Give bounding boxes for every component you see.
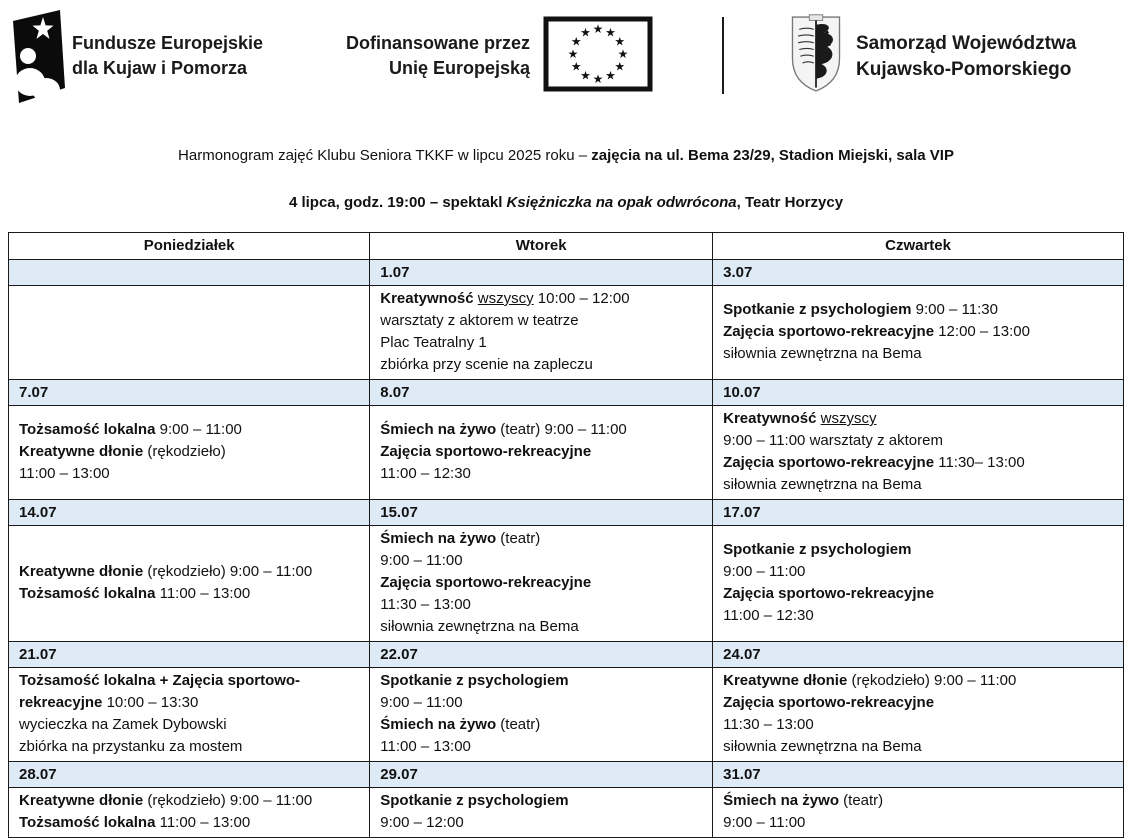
date-cell: 15.07 [370, 500, 713, 526]
schedule-line: 11:00 – 13:00 [19, 465, 110, 482]
schedule-line: 11:30 – 13:00 [723, 716, 814, 733]
schedule-line: Spotkanie z psychologiem 9:00 – 11:30 [723, 301, 998, 318]
schedule-cell [9, 788, 370, 838]
schedule-cell [9, 668, 370, 762]
schedule-line: Kreatywne dłonie (rękodzieło) 9:00 – 11:00 [723, 672, 1017, 689]
schedule-line: 11:30 – 13:00 [380, 596, 471, 613]
schedule-line: 11:00 – 12:30 [380, 465, 471, 482]
schedule-line: Kreatywne dłonie (rękodzieło) 9:00 – 11:00 [19, 563, 313, 580]
schedule-line: siłownia zewnętrzna na Bema [723, 476, 922, 493]
schedule-line: Śmiech na żywo (teatr) [380, 716, 541, 733]
date-cell: 7.07 [9, 380, 370, 406]
svg-text:★: ★ [592, 72, 604, 86]
schedule-cell [9, 526, 370, 642]
schedule-line: Kreatywność wszyscy 10:00 – 12:00 [380, 290, 630, 307]
subtitle-play-title: Księżniczka na opak odwrócona [506, 194, 737, 211]
schedule-line: siłownia zewnętrzna na Bema [723, 345, 922, 362]
schedule-line: siłownia zewnętrzna na Bema [380, 618, 579, 635]
svg-text:★: ★ [567, 47, 579, 61]
date-row [9, 260, 1124, 286]
voivodeship-logo-text [856, 31, 1076, 83]
subtitle-suffix: , Teatr Horzycy [736, 194, 844, 211]
eu-funds-line1: Fundusze Europejskie [72, 33, 264, 53]
schedule-line: Tożsamość lokalna 9:00 – 11:00 [19, 421, 242, 438]
eu-funding-line1: Dofinansowane przez [345, 33, 530, 53]
coat-of-arms-icon [788, 13, 844, 95]
date-cell: 29.07 [370, 762, 713, 788]
day-header-cell-1: Wtorek [370, 233, 713, 260]
schedule-line: Zajęcia sportowo-rekreacyjne 11:30– 13:00 [723, 454, 1025, 471]
date-cell: 21.07 [9, 642, 370, 668]
subtitle-prefix: 4 lipca, godz. 19:00 – spektakl [288, 194, 507, 211]
svg-text:★: ★ [614, 34, 626, 49]
schedule-line: 9:00 – 11:00 [723, 563, 806, 580]
date-cell: 17.07 [713, 500, 1124, 526]
schedule-line: Kreatywność wszyscy [723, 410, 877, 427]
schedule-line: Spotkanie z psychologiem [380, 672, 569, 689]
schedule-row [9, 286, 1124, 380]
date-cell: 8.07 [370, 380, 713, 406]
schedule-table-body [9, 260, 1124, 838]
svg-text:★: ★ [614, 59, 626, 74]
schedule-cell [370, 406, 713, 500]
eu-funds-logo-text [72, 31, 263, 81]
schedule-cell [713, 526, 1124, 642]
schedule-line: Śmiech na żywo (teatr) 9:00 – 11:00 [380, 421, 627, 438]
eu-funding-caption [292, 31, 530, 81]
schedule-line: Śmiech na żywo (teatr) [380, 530, 541, 547]
schedule-row [9, 788, 1124, 838]
schedule-cell [370, 526, 713, 642]
schedule-line: 9:00 – 11:00 [380, 552, 463, 569]
svg-text:★: ★ [570, 59, 582, 74]
schedule-line: 11:00 – 12:30 [723, 607, 814, 624]
schedule-cell [713, 406, 1124, 500]
svg-text:★: ★ [605, 25, 616, 40]
date-row [9, 762, 1124, 788]
svg-text:★: ★ [592, 22, 604, 36]
schedule-cell [370, 286, 713, 380]
svg-text:★: ★ [580, 25, 591, 40]
schedule-line: 9:00 – 11:00 [380, 694, 463, 711]
schedule-row [9, 526, 1124, 642]
schedule-line: zbiórka przy scenie na zapleczu [380, 356, 593, 373]
schedule-cell [370, 788, 713, 838]
date-cell: 14.07 [9, 500, 370, 526]
schedule-line: Zajęcia sportowo-rekreacyjne [723, 585, 935, 602]
date-cell: 22.07 [370, 642, 713, 668]
date-row [9, 380, 1124, 406]
voivodeship-line1: Samorząd Województwa [856, 33, 1077, 54]
schedule-line: Zajęcia sportowo-rekreacyjne 12:00 – 13:00 [723, 323, 1030, 340]
schedule-cell [9, 286, 370, 380]
voivodeship-line2: Kujawsko-Pomorskiego [856, 59, 1072, 80]
date-cell: 10.07 [713, 380, 1124, 406]
date-cell: 3.07 [713, 260, 1124, 286]
page-title [0, 147, 1132, 164]
eu-flag-icon [543, 16, 653, 92]
page-title-prefix: Harmonogram zajęć Klubu Seniora TKKF w lipcu 2025 roku – [178, 147, 592, 164]
schedule-line: Zajęcia sportowo-rekreacyjne [380, 443, 592, 460]
schedule-table-wrap [8, 232, 1124, 838]
schedule-line: Zajęcia sportowo-rekreacyjne [380, 574, 592, 591]
schedule-cell [713, 668, 1124, 762]
schedule-line: 9:00 – 11:00 [723, 814, 806, 831]
schedule-cell [713, 788, 1124, 838]
schedule-line: Tożsamość lokalna 11:00 – 13:00 [19, 585, 251, 602]
schedule-line: siłownia zewnętrzna na Bema [723, 738, 922, 755]
page-subtitle [0, 194, 1132, 211]
svg-text:★: ★ [605, 68, 616, 83]
schedule-cell [713, 286, 1124, 380]
date-cell: 24.07 [713, 642, 1124, 668]
logo-header-band [0, 0, 1132, 126]
day-header-cell-0: Poniedziałek [9, 233, 370, 260]
schedule-row [9, 406, 1124, 500]
schedule-line: Tożsamość lokalna + Zajęcia sportowo-rekreacyjne 10:00 – 13:30 [19, 672, 301, 711]
schedule-line: 11:00 – 13:00 [380, 738, 471, 755]
svg-text:★: ★ [570, 34, 582, 49]
schedule-line: Spotkanie z psychologiem [723, 541, 912, 558]
schedule-line: Kreatywne dłonie (rękodzieło) 9:00 – 11:00 [19, 792, 313, 809]
day-header-cell-2: Czwartek [713, 233, 1124, 260]
svg-text:★: ★ [580, 68, 591, 83]
schedule-line: Zajęcia sportowo-rekreacyjne [723, 694, 935, 711]
date-cell [9, 260, 370, 286]
eu-funds-flag-icon [10, 8, 68, 108]
schedule-row [9, 668, 1124, 762]
schedule-line: Śmiech na żywo (teatr) [723, 792, 884, 809]
schedule-line: Spotkanie z psychologiem [380, 792, 569, 809]
header-divider [722, 17, 724, 94]
eu-funds-line2: dla Kujaw i Pomorza [72, 58, 248, 78]
page-title-bold: zajęcia na ul. Bema 23/29, Stadion Miejski, sala VIP [591, 147, 954, 164]
eu-funding-line2: Unię Europejską [388, 58, 530, 78]
schedule-table [8, 232, 1124, 838]
schedule-line: 9:00 – 12:00 [380, 814, 464, 831]
date-row [9, 642, 1124, 668]
svg-text:★: ★ [617, 47, 629, 61]
schedule-line: Tożsamość lokalna 11:00 – 13:00 [19, 814, 251, 831]
schedule-line: Kreatywne dłonie (rękodzieło) [19, 443, 226, 460]
date-cell: 28.07 [9, 762, 370, 788]
schedule-line: wycieczka na Zamek Dybowski [19, 716, 227, 733]
schedule-line: 9:00 – 11:00 warsztaty z aktorem [723, 432, 943, 449]
date-cell: 1.07 [370, 260, 713, 286]
schedule-cell [370, 668, 713, 762]
schedule-line: zbiórka na przystanku za mostem [19, 738, 243, 755]
schedule-line: warsztaty z aktorem w teatrze [380, 312, 579, 329]
date-cell: 31.07 [713, 762, 1124, 788]
schedule-line: Plac Teatralny 1 [380, 334, 487, 351]
schedule-cell [9, 406, 370, 500]
date-row [9, 500, 1124, 526]
day-header-row [9, 233, 1124, 260]
